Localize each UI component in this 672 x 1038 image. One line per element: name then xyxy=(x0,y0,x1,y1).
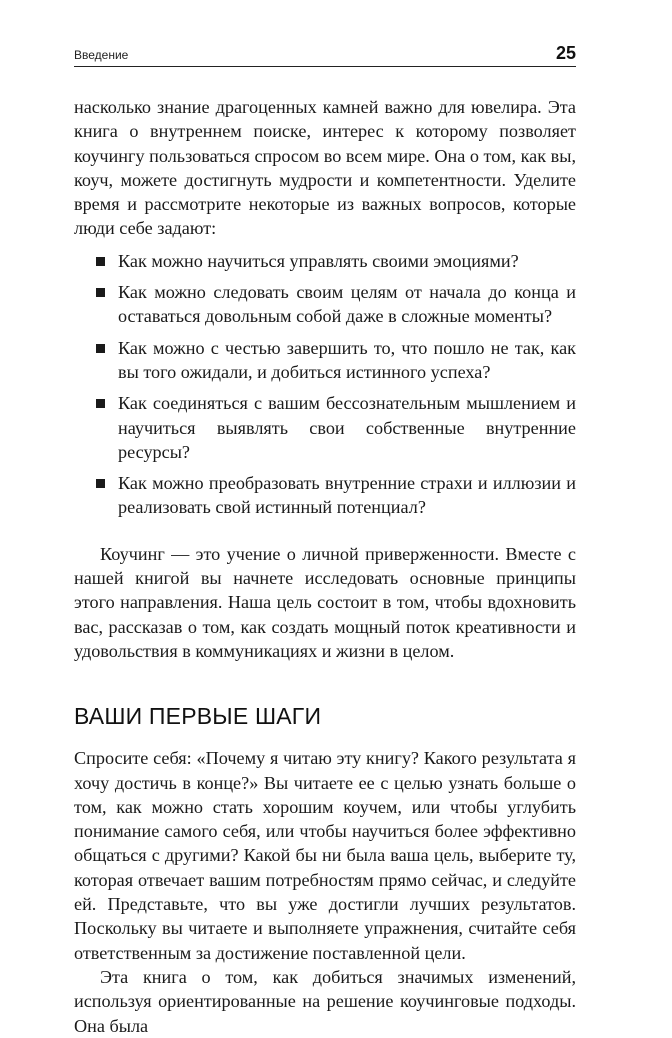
question-text: Как можно преобразовать внутренние страхи и иллюзии и реализовать свой истинный потенциал? xyxy=(118,473,576,518)
question-list xyxy=(74,249,576,520)
question-text: Как можно с честью завершить то, что пошло не так, как вы того ожидали, и добиться истинного успеха? xyxy=(118,337,576,382)
section-heading: ВАШИ ПЕРВЫЕ ШАГИ xyxy=(74,703,322,730)
running-head xyxy=(74,44,576,67)
question-item xyxy=(74,391,576,464)
question-text: Как можно научиться управлять своими эмоциями? xyxy=(118,250,519,271)
section-name: Введение xyxy=(74,48,129,62)
body-text xyxy=(74,95,576,1038)
square-bullet-icon xyxy=(96,479,105,488)
closing-paragraph: Эта книга о том, как добиться значимых изменений, используя ориентированные на решение коучинговые подходы. Она была xyxy=(74,966,576,1036)
square-bullet-icon xyxy=(96,399,105,408)
question-item xyxy=(74,280,576,329)
page-number: 25 xyxy=(555,43,576,63)
spacer xyxy=(74,527,576,542)
question-item xyxy=(74,471,576,520)
question-item xyxy=(74,336,576,385)
square-bullet-icon xyxy=(96,344,105,353)
question-text: Как можно следовать своим целям от начала до конца и оставаться довольным собой даже в сложные моменты? xyxy=(118,282,576,327)
question-item xyxy=(74,249,576,273)
question-text: Как соединяться с вашим бессознательным мышлением и научиться выявлять свои собственные внутренние ресурсы? xyxy=(118,393,576,462)
square-bullet-icon xyxy=(96,288,105,297)
square-bullet-icon xyxy=(96,257,105,266)
coaching-paragraph: Коучинг — это учение о личной приверженности. Вместе с нашей книгой вы начнете исследовать основные принципы этого направления. Наша цель состоит в том, чтобы вдохновить вас, рассказав о том, как создать мощный поток креативности и удовольствия в коммуникациях и жизни в целом. xyxy=(74,543,576,661)
intro-paragraph: насколько знание драгоценных камней важно для ювелира. Эта книга о внутреннем поиске, интерес к которому позволяет коучингу пользоваться спросом во всем мире. Она о том, как вы, коуч, можете достигнуть мудрости и компетентности. Уделите время и рассмотрите некоторые из важных вопросов, которые люди себе задают: xyxy=(74,97,576,239)
first-steps-paragraph: Спросите себя: «Почему я читаю эту книгу? Какого результата я хочу достичь в конце?» Вы читаете ее с целью узнать больше о том, как можно стать хорошим коучем, или чтобы углубить понимание самого себя, или чтобы научиться более эффективно общаться с другими? Какой бы ни была ваша цель, выберите ту, которая отвечает вашим потребностям прямо сейчас, и следуйте ей. Представьте, что вы уже достигли лучших результатов. Поскольку вы читаете и выполняете упражнения, считайте себя ответственным за достижение поставленной цели. xyxy=(74,748,576,963)
